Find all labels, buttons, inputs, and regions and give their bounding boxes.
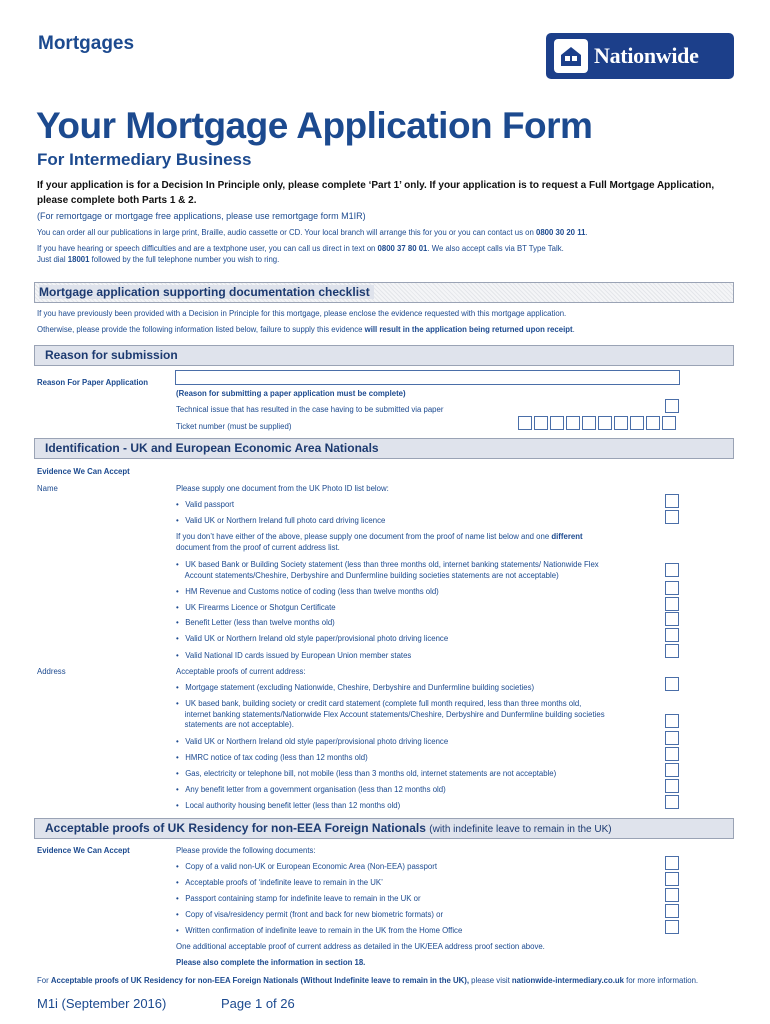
checklist-line-1: If you have previously been provided with a Decision in Principle for this mortgage, please enclose the evidence requested with this mortgage application. (37, 309, 567, 318)
list-item: • Passport containing stamp for indefinite leave to remain in the UK or (176, 894, 421, 903)
residency-intro: Please provide the following documents: (176, 846, 316, 855)
textphone-number: 0800 37 80 01 (377, 244, 428, 253)
address-intro: Acceptable proofs of current address: (176, 667, 306, 676)
ticket-digit-box[interactable] (582, 416, 596, 430)
bank-card-statement-checkbox[interactable] (665, 714, 679, 728)
valid-passport-checkbox[interactable] (665, 494, 679, 508)
section-18-note: Please also complete the information in section 18. (176, 958, 366, 967)
ticket-digit-box[interactable] (662, 416, 676, 430)
list-item: • UK Firearms Licence or Shotgun Certificate (176, 603, 336, 612)
nationwide-house-logo-icon (554, 39, 588, 73)
checklist-section-header (34, 282, 734, 303)
reason-note: (Reason for submitting a paper application must be complete) (176, 389, 406, 398)
publications-phone: 0800 30 20 11 (536, 228, 586, 237)
list-item: • Valid UK or Northern Ireland full photo card driving licence (176, 516, 386, 525)
housing-benefit-checkbox[interactable] (665, 795, 679, 809)
address-licence-checkbox[interactable] (665, 731, 679, 745)
list-item: • Copy of visa/residency permit (front and back for new biometric formats) or (176, 910, 444, 919)
page-title: Your Mortgage Application Form (36, 105, 593, 146)
list-item: • Gas, electricity or telephone bill, not mobile (less than 3 months old, internet statements are not acceptable) (176, 769, 557, 778)
photo-driving-licence-checkbox[interactable] (665, 510, 679, 524)
mortgage-statement-checkbox[interactable] (665, 677, 679, 691)
firearms-licence-checkbox[interactable] (665, 597, 679, 611)
list-item: • UK based bank, building society or credit card statement (complete full month required, less than three months old, internet banking statements/Nationwide Flex Account statements/Cheshire, Derbyshire and Dunfermline building societies statements are not acceptable). (176, 699, 605, 729)
page-subtitle: For Intermediary Business (37, 150, 252, 169)
list-item: • Acceptable proofs of ‘indefinite leave to remain in the UK’ (176, 878, 383, 887)
list-item: • Benefit Letter (less than twelve months old) (176, 618, 335, 627)
ticket-digit-box[interactable] (646, 416, 660, 430)
list-item: • HMRC notice of tax coding (less than 12 months old) (176, 753, 368, 762)
passport-stamp-checkbox[interactable] (665, 888, 679, 902)
list-item: • Valid UK or Northern Ireland old style paper/provisional photo driving licence (176, 737, 449, 746)
residency-section-header (34, 818, 734, 839)
residency-heading: Acceptable proofs of UK Residency for non-EEA Foreign Nationals (with indefinite leave to remain in the UK) (45, 821, 612, 835)
list-item: • Any benefit letter from a government organisation (less than 12 months old) (176, 785, 446, 794)
non-eea-footer-note: For Acceptable proofs of UK Residency for non-EEA Foreign Nationals (Without Indefinite leave to remain in the UK), please visit nationwide-intermediary.co.uk for more information. (37, 976, 699, 985)
list-item: • Valid passport (176, 500, 235, 509)
additional-proof-note: One additional acceptable proof of current address as detailed in the UK/EEA address proof section above. (176, 942, 545, 951)
technical-issue-checkbox[interactable] (665, 399, 679, 413)
name-intro: Please supply one document from the UK Photo ID list below: (176, 484, 389, 493)
hmrc-coding-checkbox[interactable] (665, 581, 679, 595)
ticket-digit-box[interactable] (550, 416, 564, 430)
ticket-digit-box[interactable] (598, 416, 612, 430)
eu-id-card-checkbox[interactable] (665, 644, 679, 658)
list-item: • Mortgage statement (excluding Nationwide, Cheshire, Derbyshire and Dunfermline building societies) (176, 683, 535, 692)
evidence-label: Evidence We Can Accept (37, 467, 130, 476)
residency-heading-suffix: (with indefinite leave to remain in the UK) (429, 824, 612, 835)
list-item: • Valid UK or Northern Ireland old style paper/provisional photo driving licence (176, 634, 449, 643)
page-number: Page 1 of 26 (221, 996, 295, 1011)
paper-licence-checkbox[interactable] (665, 628, 679, 642)
reason-input[interactable] (175, 370, 680, 385)
government-benefit-checkbox[interactable] (665, 779, 679, 793)
ticket-digit-box[interactable] (566, 416, 580, 430)
visa-permit-checkbox[interactable] (665, 904, 679, 918)
name-label: Name (37, 484, 58, 493)
address-label: Address (37, 667, 66, 676)
list-item: • Written confirmation of indefinite leave to remain in the UK from the Home Office (176, 926, 463, 935)
bank-statement-checkbox[interactable] (665, 563, 679, 577)
ticket-digit-box[interactable] (614, 416, 628, 430)
reason-label: Reason For Paper Application (37, 378, 149, 387)
intro-instructions: If your application is for a Decision In Principle only, please complete ‘Part 1’ only. If your application is to request a Full Mortgage Application, please complete both Parts 1 & 2. (37, 180, 715, 206)
non-eea-passport-checkbox[interactable] (665, 856, 679, 870)
indefinite-leave-checkbox[interactable] (665, 872, 679, 886)
hearing-note: If you have hearing or speech difficulties and are a textphone user, you can call us direct in text on 0800 37 80 01. We also accept calls via BT Type Talk. Just dial 18001 followed by the full telephone number you wish to ring. (37, 244, 564, 264)
ticket-digit-box[interactable] (534, 416, 548, 430)
list-item: • Local authority housing benefit letter (less than 12 months old) (176, 801, 401, 810)
ticket-digit-box[interactable] (630, 416, 644, 430)
reason-section-header (34, 345, 734, 366)
identification-heading: Identification - UK and European Economic Area Nationals (45, 441, 379, 455)
ticket-label: Ticket number (must be supplied) (176, 422, 292, 431)
home-office-confirmation-checkbox[interactable] (665, 920, 679, 934)
list-item: • Valid National ID cards issued by European Union member states (176, 651, 412, 660)
section-title: Mortgages (38, 33, 135, 54)
checklist-line-2: Otherwise, please provide the following information listed below, failure to supply this evidence will result in the application being returned upon receipt. (37, 325, 575, 334)
publications-note: You can order all our publications in large print, Braille, audio cassette or CD. Your local branch will arrange this for you or you can contact us on 0800 30 20 11. (37, 228, 588, 237)
ticket-digit-box[interactable] (518, 416, 532, 430)
nationwide-logo (546, 33, 734, 79)
remortgage-note: (For remortgage or mortgage free applications, please use remortgage form M1IR) (37, 211, 366, 221)
checklist-heading: Mortgage application supporting documentation checklist (39, 285, 374, 299)
list-item: • UK based Bank or Building Society statement (less than three months old, internet banking statements/ Nationwide Flex Account statements/Cheshire, Derbyshire and Dunfermline building societies statements are not acceptable) (176, 560, 599, 580)
technical-issue-label: Technical issue that has resulted in the case having to be submitted via paper (176, 405, 444, 414)
reason-heading: Reason for submission (45, 348, 178, 362)
brand-name: Nationwide (594, 43, 699, 68)
list-item: • Copy of a valid non-UK or European Economic Area (Non-EEA) passport (176, 862, 438, 871)
ticket-number-boxes[interactable] (518, 416, 678, 435)
list-item: • HM Revenue and Customs notice of coding (less than twelve months old) (176, 587, 439, 596)
hmrc-tax-coding-checkbox[interactable] (665, 747, 679, 761)
residency-evidence-label: Evidence We Can Accept (37, 846, 130, 855)
form-code: M1i (September 2016) (37, 996, 167, 1011)
typetalk-number: 18001 (67, 254, 90, 264)
benefit-letter-checkbox[interactable] (665, 612, 679, 626)
utility-bill-checkbox[interactable] (665, 763, 679, 777)
identification-section-header (34, 438, 734, 459)
alternative-note: If you don’t have either of the above, please supply one document from the proof of name list below and one different document from the proof of current address list. (176, 532, 583, 552)
intermediary-website-link[interactable]: nationwide-intermediary.co.uk (511, 976, 624, 985)
